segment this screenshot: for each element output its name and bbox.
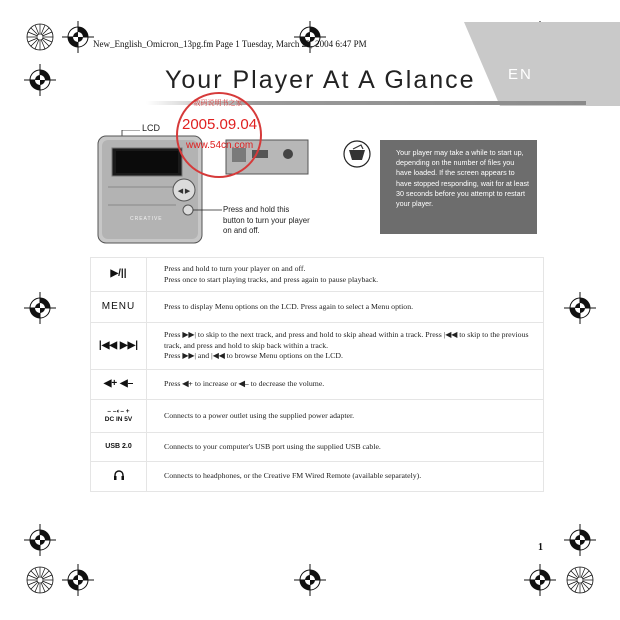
previous-track-icon: |◀◀ xyxy=(211,351,225,361)
file-info-header: New_English_Omicron_13pg.fm Page 1 Tuesday, March 23, 2004 6:47 PM xyxy=(93,39,367,49)
volume-down-icon: ◀– xyxy=(238,379,249,389)
menu-key: MENU xyxy=(91,292,147,323)
page-title: Your Player At A Glance xyxy=(165,66,476,94)
menu-description: Press to display Menu options on the LCD. Press again to select a Menu option. xyxy=(147,292,544,323)
player-brand: CREATIVE xyxy=(130,216,163,222)
usb-key: USB 2.0 xyxy=(91,433,147,462)
headphones-icon xyxy=(91,462,147,492)
note-icon xyxy=(343,140,371,168)
stamp-url: www.54cn.com xyxy=(186,140,254,151)
headphones-description: Connects to headphones, or the Creative FM Wired Remote (available separately). xyxy=(147,462,544,492)
table-row xyxy=(91,370,544,400)
stamp-top-text: 数码说明书之家 xyxy=(193,99,243,107)
stamp-date: 2005.09.04 xyxy=(182,116,258,133)
language-label: EN xyxy=(508,66,533,83)
svg-text:◀ ▶: ◀ ▶ xyxy=(177,187,191,195)
volume-up-icon: ◀+ xyxy=(182,379,193,389)
note-text: Your player may take a while to start up, depending on the number of files you have loaded. If the screen appears to have stopped responding, wait for at least 30 seconds before you attempt to restart your player. xyxy=(396,148,530,209)
power-button-callout: Press and hold this button to turn your player on and off. xyxy=(223,205,310,235)
dc-polarity-icon: – –◐– + xyxy=(107,408,130,415)
volume-keys: ◀+ ◀– xyxy=(91,370,147,400)
next-track-icon: ▶▶| xyxy=(182,330,196,340)
play-pause-description: Press and hold to turn your player on and off. Press once to start playing tracks, and press again to pause playback. xyxy=(147,258,544,292)
table-row xyxy=(91,433,544,462)
dc-in-description: Connects to a power outlet using the supplied power adapter. xyxy=(147,400,544,433)
controls-table xyxy=(90,257,544,492)
usb-description: Connects to your computer's USB port using the supplied USB cable. xyxy=(147,433,544,462)
play-pause-key: ▶/|| xyxy=(91,258,147,292)
skip-keys: |◀◀ ▶▶| xyxy=(91,323,147,370)
previous-track-icon: |◀◀ xyxy=(443,330,458,340)
table-row xyxy=(91,400,544,433)
next-track-icon: ▶▶| xyxy=(182,351,196,361)
lcd-label: LCD xyxy=(142,123,161,133)
table-row xyxy=(91,462,544,492)
language-tab xyxy=(464,22,620,106)
dc-in-key: – –◐– + DC IN 5V xyxy=(91,400,147,433)
table-row xyxy=(91,258,544,292)
skip-description: Press ▶▶| to skip to the next track, and press and hold to skip ahead within a track. Press |◀◀ to skip to the previous track, and press and hold to skip back within a track. Press ▶▶| and |◀◀ to browse Menu options on the LCD. xyxy=(147,323,544,370)
volume-description: Press ◀+ to increase or ◀– to decrease the volume. xyxy=(147,370,544,400)
table-row xyxy=(91,323,544,370)
table-row xyxy=(91,292,544,323)
page-number: 1 xyxy=(538,542,543,553)
